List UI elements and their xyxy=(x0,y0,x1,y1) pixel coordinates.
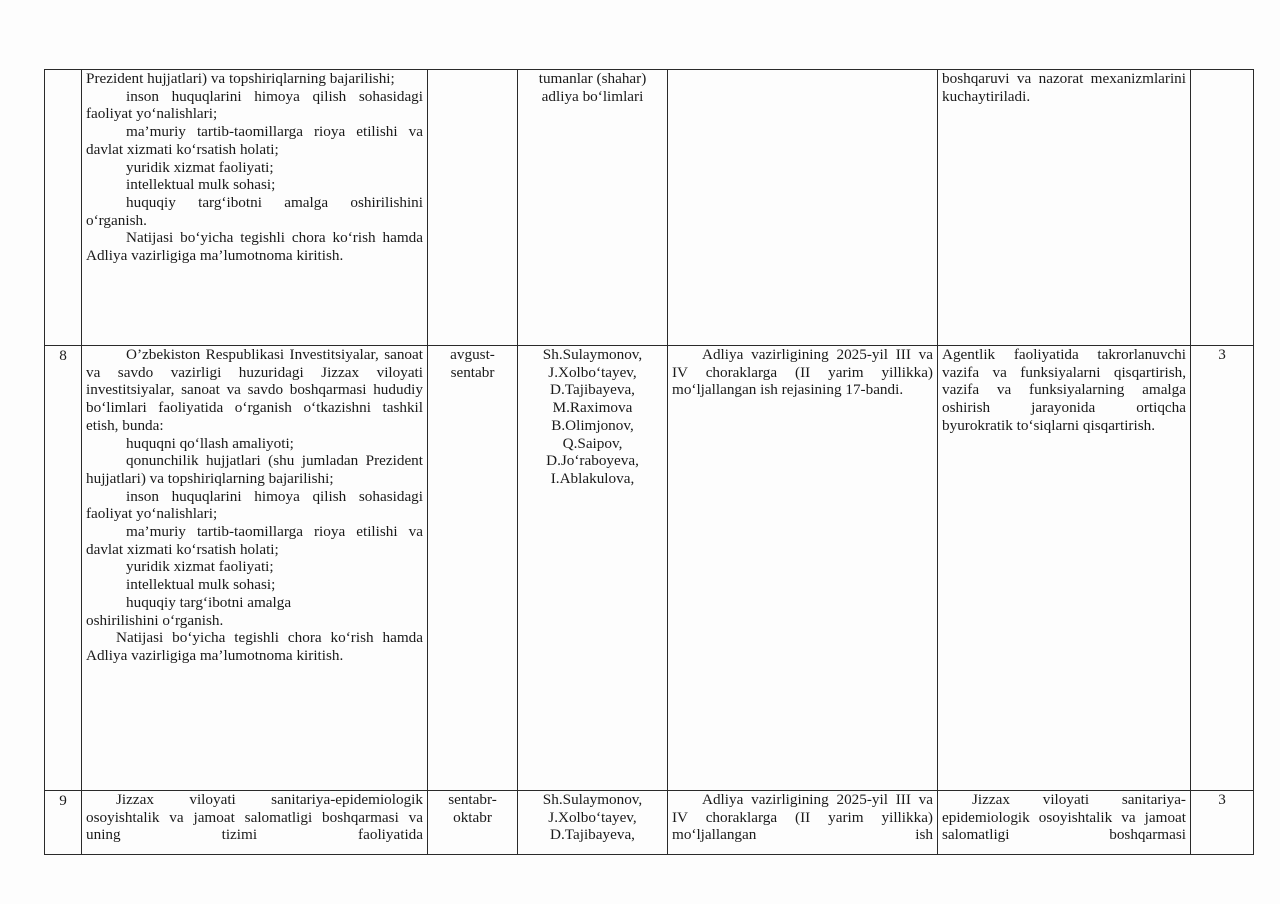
responsible-cell xyxy=(518,346,668,791)
term-line: avgust- xyxy=(450,346,495,363)
result-cell xyxy=(938,346,1191,791)
task-paragraph: ma’muriy tartib-taomillarga rioya etilishi va davlat xizmati ko‘rsatish holati; xyxy=(86,123,423,158)
task-paragraph: huquqni qo‘llash amaliyoti; xyxy=(126,434,294,452)
responsible-line: Sh.Sulaymonov, xyxy=(542,791,643,808)
task-paragraph: oshirilishini o‘rganish. xyxy=(86,611,224,629)
responsible-line: tumanlar (shahar) xyxy=(538,70,647,87)
term-cell xyxy=(428,70,518,346)
basis-text: Adliya vazirligining 2025-yil III va IV choraklarga (II yarim yillikka) mo‘ljallangan ish xyxy=(672,791,933,844)
table-row-8 xyxy=(45,346,1254,791)
responsible-line: J.Xolbo‘tayev, xyxy=(548,363,637,381)
days-cell xyxy=(1191,70,1254,346)
term-line: sentabr- xyxy=(448,791,497,808)
task-cell xyxy=(82,70,428,346)
task-paragraph: Natijasi bo‘yicha tegishli chora ko‘rish hamda Adliya vazirligiga ma’lumotnoma kiritish. xyxy=(86,629,423,664)
basis-text: Adliya vazirligining 2025-yil III va IV choraklarga (II yarim yillikka) mo‘ljallangan ish rejasining 17-bandi. xyxy=(672,346,933,399)
responsible-line: J.Xolbo‘tayev, xyxy=(548,808,637,826)
responsible-line: Sh.Sulaymonov, xyxy=(542,346,643,363)
row-number-cell: 9 xyxy=(45,791,82,855)
basis-cell xyxy=(668,791,938,855)
responsible-line: D.Tajibayeva, xyxy=(550,826,635,844)
task-paragraph: Prezident hujjatlari) va topshiriqlarning bajarilishi; xyxy=(86,70,395,87)
row-number-cell: 8 xyxy=(45,346,82,791)
task-text: Jizzax viloyati sanitariya-epidemiologik osoyishtalik va jamoat salomatligi boshqarmasi va uning tizimi faoliyatida xyxy=(86,791,423,844)
table-row-continued xyxy=(45,70,1254,346)
result-cell xyxy=(938,70,1191,346)
task-paragraph: intellektual mulk sohasi; xyxy=(126,176,276,194)
task-paragraph: intellektual mulk sohasi; xyxy=(126,576,276,594)
task-paragraph: O’zbekiston Respublikasi Investitsiyalar, sanoat va savdo vazirligi huzuridagi Jizzax viloyati investitsiyalar, sanoat va savdo boshqarmasi hududiy bo‘limlari faoliyatida o‘rganish o‘tkazishni tashkil etish, bunda: xyxy=(86,346,423,434)
task-paragraph: huquqiy targ‘ibotni amalga xyxy=(126,593,292,611)
row-number-cell xyxy=(45,70,82,346)
responsible-line: adliya bo‘limlari xyxy=(541,87,644,105)
task-paragraph: inson huquqlarini himoya qilish sohasidagi faoliyat yo‘nalishlari; xyxy=(86,487,423,523)
task-paragraph: ma’muriy tartib-taomillarga rioya etilishi va davlat xizmati ko‘rsatish holati; xyxy=(86,523,423,558)
responsible-line: B.Olimjonov, xyxy=(551,416,634,434)
term-line: sentabr xyxy=(450,363,495,381)
days-cell: 3 xyxy=(1191,346,1254,791)
work-plan-table xyxy=(44,69,1254,855)
basis-cell xyxy=(668,346,938,791)
responsible-line: Q.Saipov, xyxy=(562,434,623,452)
result-text: Jizzax viloyati sanitariya-epidemiologik osoyishtalik va jamoat salomatligi boshqarmasi xyxy=(942,791,1186,844)
responsible-cell xyxy=(518,70,668,346)
table-row-9 xyxy=(45,791,1254,855)
task-paragraph: qonunchilik hujjatlari (shu jumladan Prezident hujjatlari) va topshiriqlarning bajarilishi; xyxy=(86,452,423,487)
result-text: boshqaruvi va nazorat mexanizmlarini kuchaytiriladi. xyxy=(942,70,1186,105)
responsible-line: M.Raximova xyxy=(552,399,633,417)
task-cell xyxy=(82,791,428,855)
task-paragraph: Natijasi bo‘yicha tegishli chora ko‘rish hamda Adliya vazirligiga ma’lumotnoma kiritish. xyxy=(86,229,423,265)
task-paragraph: inson huquqlarini himoya qilish sohasidagi faoliyat yo‘nalishlari; xyxy=(86,87,423,123)
task-cell xyxy=(82,346,428,791)
responsible-line: I.Ablakulova, xyxy=(550,469,635,487)
task-paragraph: yuridik xizmat faoliyati; xyxy=(126,558,274,576)
term-cell xyxy=(428,791,518,855)
term-line: oktabr xyxy=(453,808,492,826)
task-paragraph: huquqiy targ‘ibotni amalga oshirilishini o‘rganish. xyxy=(86,193,423,229)
basis-cell xyxy=(668,70,938,346)
term-cell xyxy=(428,346,518,791)
responsible-cell xyxy=(518,791,668,855)
task-paragraph: yuridik xizmat faoliyati; xyxy=(126,158,274,176)
responsible-line: D.Tajibayeva, xyxy=(550,381,635,399)
result-text: Agentlik faoliyatida takrorlanuvchi vazifa va funksiyalarni qisqartirish, vazifa va funksiyalarning amalga oshirish jarayonida ortiqcha byurokratik to‘siqlarni qisqartirish. xyxy=(942,346,1186,434)
result-cell xyxy=(938,791,1191,855)
responsible-line: D.Jo‘raboyeva, xyxy=(546,452,639,470)
days-cell: 3 xyxy=(1191,791,1254,855)
